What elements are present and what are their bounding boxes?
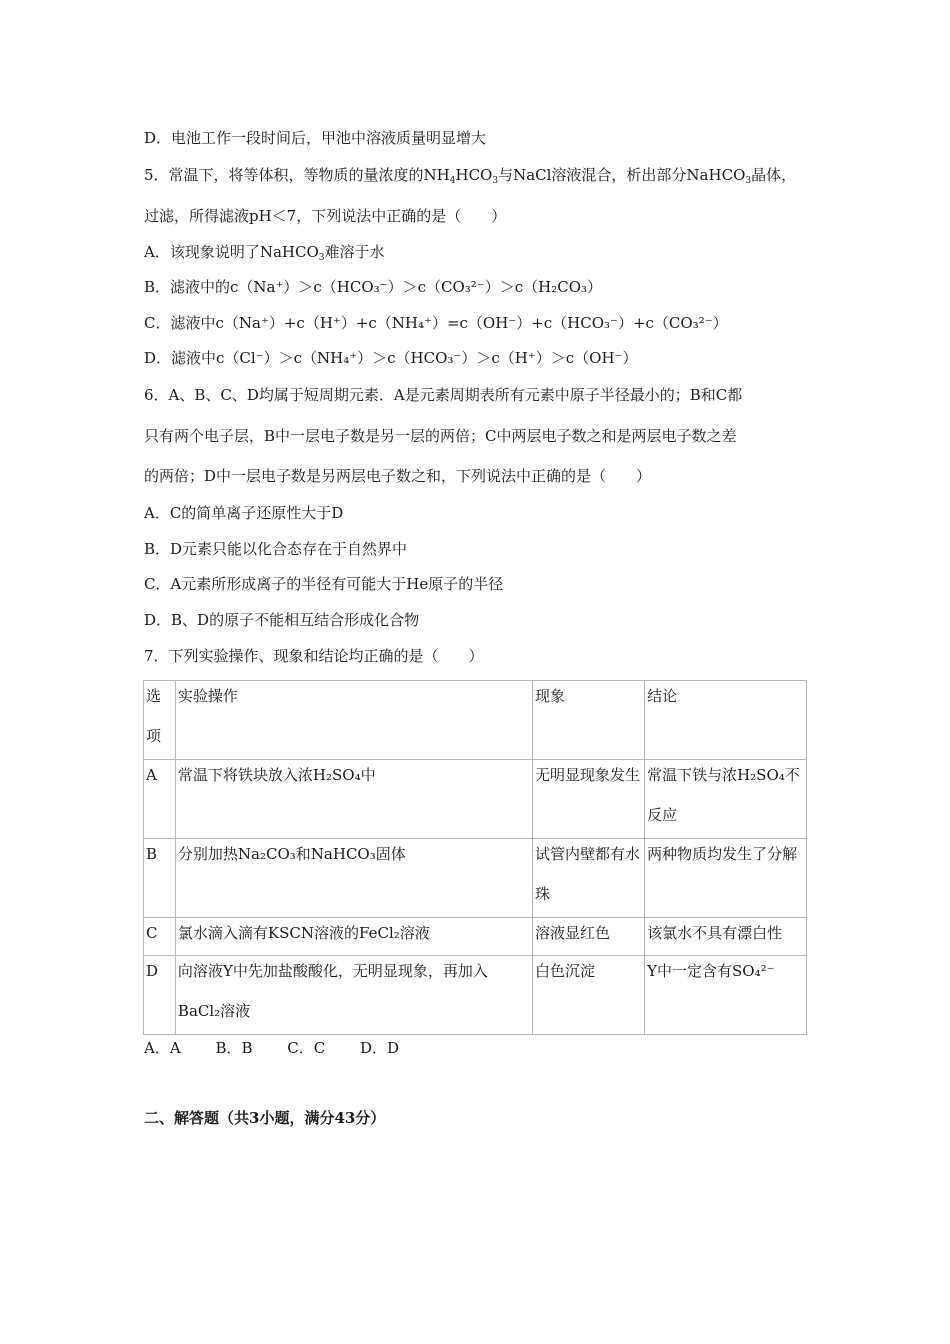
- cell-option: C: [144, 918, 176, 956]
- answer-option-c: C．C: [287, 1039, 326, 1057]
- q6-stem-line-2: 只有两个电子层，B中一层电子数是另一层的两倍；C中两层电子数之和是两层电子数之差: [144, 427, 737, 445]
- cell-conclusion: Y中一定含有SO₄²⁻: [645, 956, 807, 1035]
- cell-phenomenon: 试管内壁都有水珠: [533, 839, 645, 918]
- q5-option-c: C．滤液中c（Na⁺）+c（H⁺）+c（NH₄⁺）=c（OH⁻）+c（HCO₃⁻）+c（CO₃²⁻）: [144, 314, 728, 332]
- q5-stem-part: HCO: [455, 166, 493, 184]
- q5-option-d: D．滤液中c（Cl⁻）＞c（NH₄⁺）＞c（HCO₃⁻）＞c（H⁺）＞c（OH⁻）: [144, 349, 638, 367]
- q5-stem-line-1: 5．常温下，将等体积，等物质的量浓度的$NH_4HCO_3$与NaCl溶液混合，析出部分NaHCO$_3$晶体，: [144, 166, 797, 186]
- cell-conclusion: 常温下铁与浓H₂SO₄不反应: [645, 760, 807, 839]
- q5-option-a-part: 难溶于水: [324, 243, 385, 261]
- q6-stem-line-1: 6．A、B、C、D均属于短周期元素．A是元素周期表所有元素中原子半径最小的；B和C都: [144, 386, 743, 404]
- answer-option-d: D．D: [360, 1039, 400, 1057]
- cell-option: A: [144, 760, 176, 839]
- table-header-row: [144, 681, 807, 760]
- header-operation: 实验操作: [175, 681, 532, 760]
- q5-option-a-part: A．该现象说明了NaHCO: [144, 243, 319, 261]
- section-2-heading: 二、解答题（共3小题，满分43分）: [144, 1109, 386, 1127]
- cell-phenomenon: 白色沉淀: [533, 956, 645, 1035]
- answer-option-b: B．B: [215, 1039, 253, 1057]
- cell-operation: 向溶液Y中先加盐酸酸化，无明显现象，再加入BaCl₂溶液: [175, 956, 532, 1035]
- q6-option-d: D．B、D的原子不能相互结合形成化合物: [144, 611, 420, 629]
- q5-stem-part: 5．常温下，将等体积，等物质的量浓度的NH: [144, 166, 450, 184]
- q5-option-b: B．滤液中的c（Na⁺）＞c（HCO₃⁻）＞c（CO₃²⁻）＞c（H₂CO₃）: [144, 278, 602, 296]
- q5-option-a: A．该现象说明了NaHCO$_3$难溶于水: [144, 243, 385, 263]
- table-row: [144, 839, 807, 918]
- q4-option-d: D．电池工作一段时间后，甲池中溶液质量明显增大: [144, 129, 487, 147]
- cell-conclusion: 两种物质均发生了分解: [645, 839, 807, 918]
- header-conclusion: 结论: [645, 681, 807, 760]
- header-option: 选项: [144, 681, 176, 760]
- q6-option-c: C．A元素所形成离子的半径有可能大于He原子的半径: [144, 575, 504, 593]
- cell-phenomenon: 无明显现象发生: [533, 760, 645, 839]
- cell-operation: 常温下将铁块放入浓H₂SO₄中: [175, 760, 532, 839]
- header-phenomenon: 现象: [533, 681, 645, 760]
- q5-stem-part: 晶体，: [751, 166, 797, 184]
- q6-option-b: B．D元素只能以化合态存在于自然界中: [144, 540, 408, 558]
- cell-operation: 分别加热Na₂CO₃和NaHCO₃固体: [175, 839, 532, 918]
- table-row: [144, 956, 807, 1035]
- cell-option: D: [144, 956, 176, 1035]
- q6-option-a: A．C的简单离子还原性大于D: [144, 504, 344, 522]
- answer-option-a: A．A: [144, 1039, 181, 1057]
- experiment-table: [143, 680, 807, 1035]
- q7-stem: 7．下列实验操作、现象和结论均正确的是（ ）: [144, 647, 484, 665]
- cell-option: B: [144, 839, 176, 918]
- q5-stem-line-2: 过滤，所得滤液pH＜7，下列说法中正确的是（ ）: [144, 207, 507, 225]
- cell-operation: 氯水滴入滴有KSCN溶液的FeCl₂溶液: [175, 918, 532, 956]
- cell-phenomenon: 溶液显红色: [533, 918, 645, 956]
- q6-stem-line-3: 的两倍；D中一层电子数是另两层电子数之和，下列说法中正确的是（ ）: [144, 467, 652, 485]
- table-row: [144, 760, 807, 839]
- q5-stem-part: 与NaCl溶液混合，析出部分NaHCO: [498, 166, 746, 184]
- cell-conclusion: 该氯水不具有漂白性: [645, 918, 807, 956]
- q7-answer-options: [144, 1038, 429, 1058]
- table-row: [144, 918, 807, 956]
